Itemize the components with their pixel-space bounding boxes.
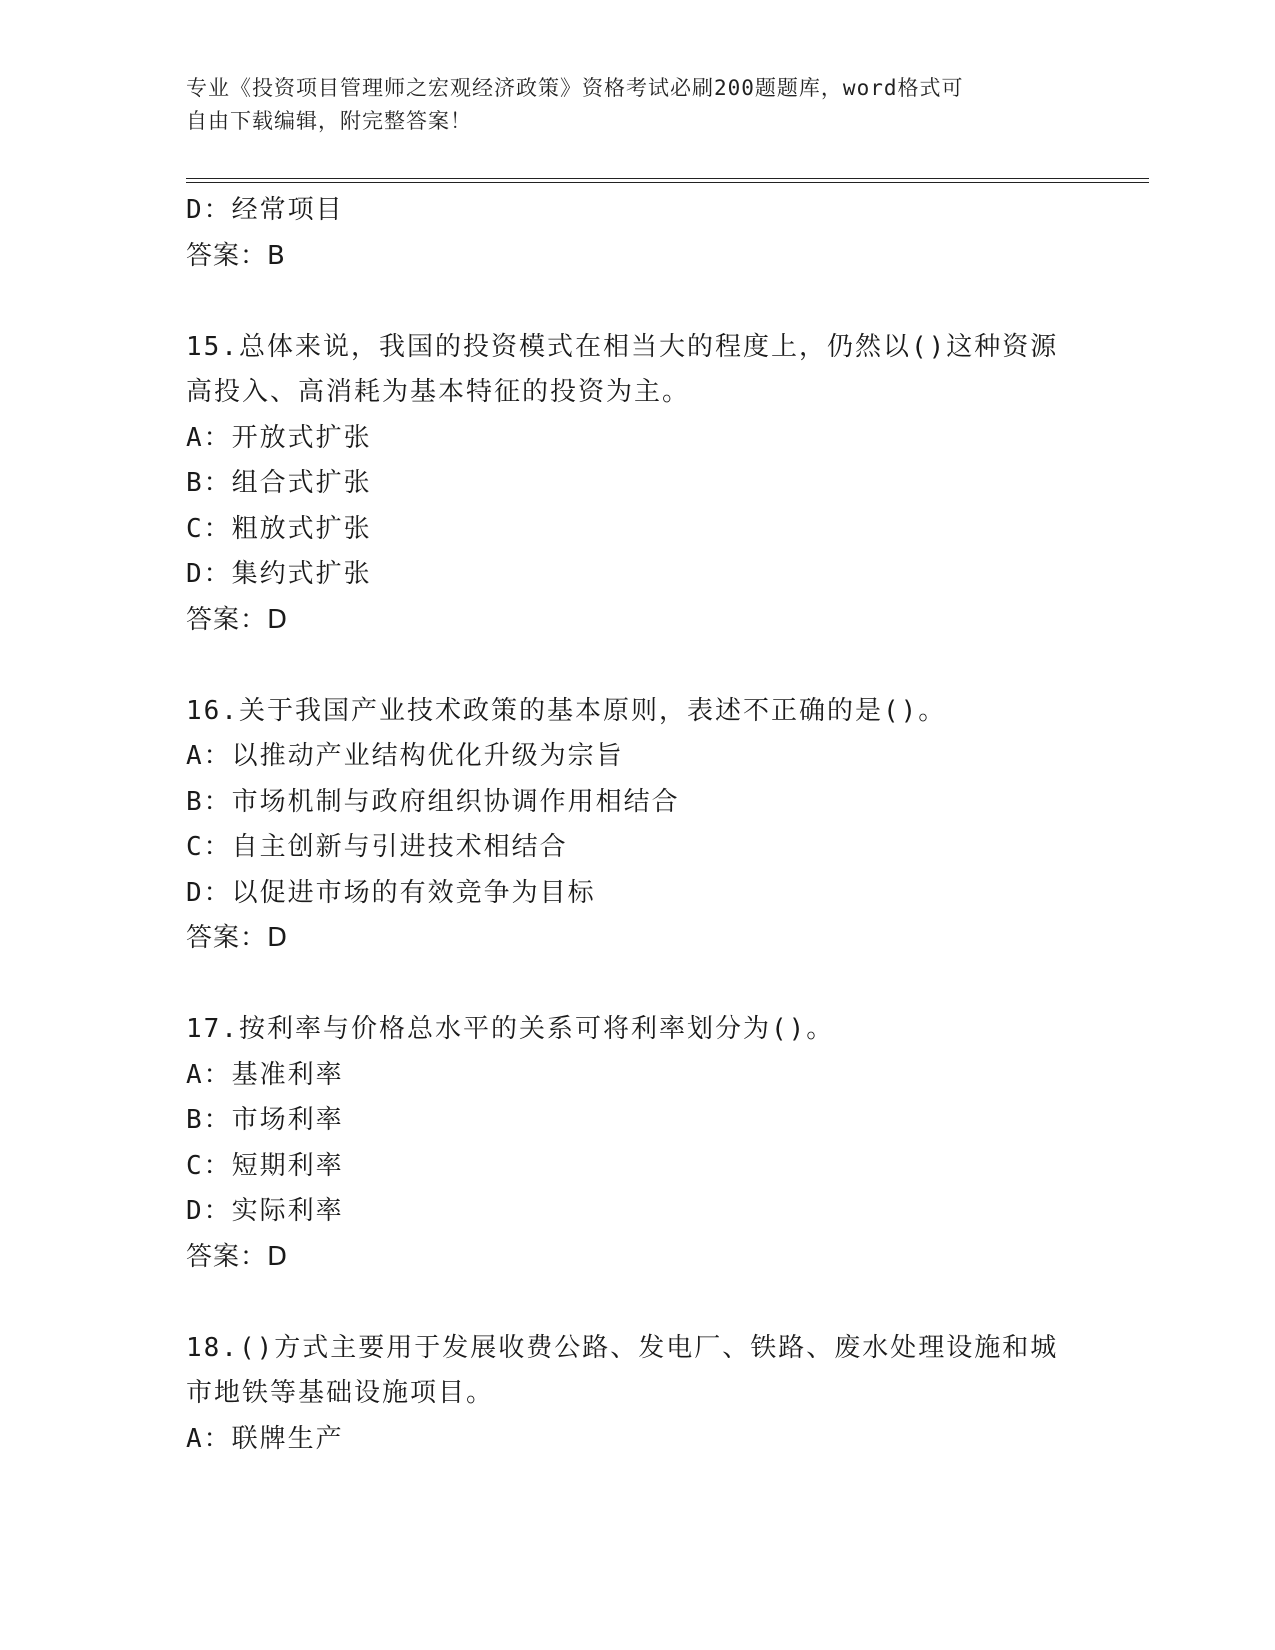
- option-d: D：实际利率: [186, 1196, 344, 1226]
- option-c: C：短期利率: [186, 1150, 344, 1181]
- option-b: B：市场利率: [186, 1105, 344, 1135]
- option-a: A：开放式扩张: [186, 422, 372, 453]
- answer: 答案：D: [186, 604, 289, 635]
- option-c: C：自主创新与引进技术相结合: [186, 832, 568, 862]
- header-line-2: 自由下载编辑，附完整答案！: [186, 109, 472, 133]
- question-stem-continued: 市地铁等基础设施项目。: [186, 1378, 495, 1408]
- question-17: [186, 1007, 1086, 1280]
- header-rule-bottom: [186, 182, 1149, 183]
- question-stem: 17.按利率与价格总水平的关系可将利率划分为()。: [186, 1014, 835, 1044]
- answer: 答案：D: [186, 1241, 289, 1272]
- option-a: A：基准利率: [186, 1059, 344, 1090]
- carryover-block: [186, 188, 1086, 279]
- option-d: D：集约式扩张: [186, 559, 372, 589]
- question-15: [186, 325, 1086, 644]
- option-c: C：粗放式扩张: [186, 513, 372, 544]
- question-16: [186, 689, 1086, 962]
- document-body: [186, 188, 1086, 1462]
- header-rule-top: [186, 178, 1149, 179]
- option-b: B：组合式扩张: [186, 468, 372, 498]
- answer: 答案：D: [186, 923, 289, 953]
- option-d: D：以促进市场的有效竞争为目标: [186, 877, 596, 908]
- question-stem-continued: 高投入、高消耗为基本特征的投资为主。: [186, 377, 691, 407]
- question-stem: 16.关于我国产业技术政策的基本原则，表述不正确的是()。: [186, 695, 947, 726]
- document-header: [186, 72, 1086, 138]
- option-d: D：经常项目: [186, 195, 344, 225]
- question-stem: 15.总体来说，我国的投资模式在相当大的程度上，仍然以()这种资源: [186, 331, 1059, 362]
- question-18: [186, 1326, 1086, 1463]
- option-a: A：联牌生产: [186, 1423, 344, 1454]
- option-a: A：以推动产业结构优化升级为宗旨: [186, 741, 624, 771]
- option-b: B：市场机制与政府组织协调作用相结合: [186, 786, 680, 817]
- answer: 答案：B: [186, 240, 286, 271]
- header-line-1: 专业《投资项目管理师之宏观经济政策》资格考试必刷200题题库，word格式可: [186, 76, 964, 100]
- question-stem: 18.()方式主要用于发展收费公路、发电厂、铁路、废水处理设施和城: [186, 1332, 1059, 1363]
